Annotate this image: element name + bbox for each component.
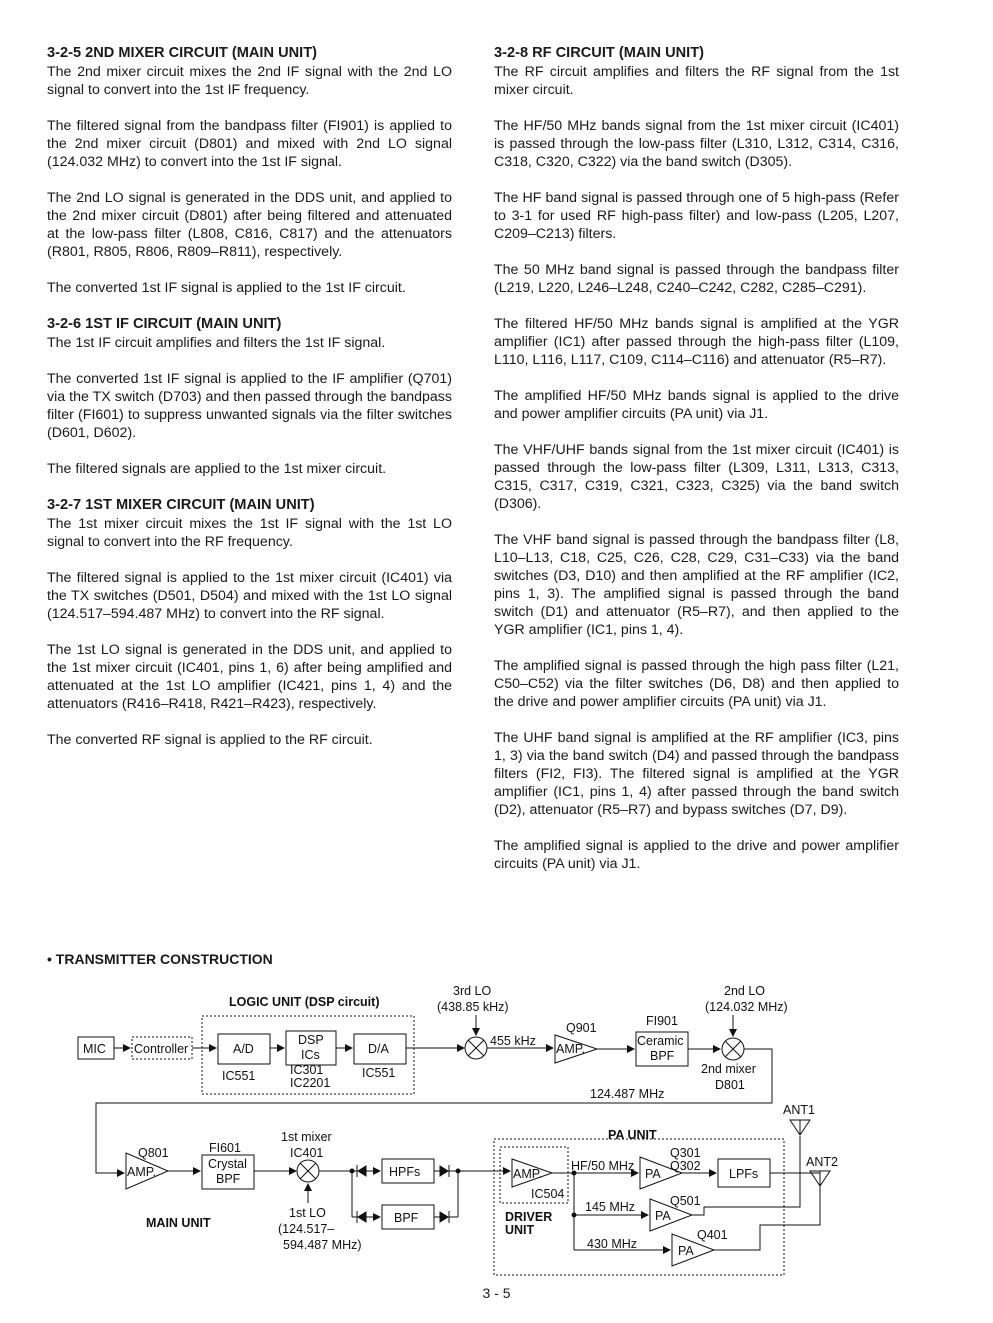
ceramic-label: Ceramic — [637, 1034, 684, 1048]
paragraph: The 1st LO signal is generated in the DDS unit, and applied to the 1st mixer circuit (IC401, pins 1, 6) after being amplified and attenuated at the 1st LO amplifier (IC421, pins 1, 4) and the attenuators (R416–R418, R421–R423), respectively. — [47, 642, 452, 712]
paragraph: The RF circuit amplifies and filters the RF signal from the 1st mixer circuit. — [494, 64, 899, 98]
crystal-label: Crystal — [208, 1157, 247, 1171]
ad-label: A/D — [233, 1042, 254, 1056]
section-rf-circuit — [494, 44, 899, 873]
455khz-label: 455 kHz — [490, 1034, 536, 1048]
430mhz-label: 430 MHz — [587, 1237, 638, 1251]
amp-label: AMP. — [127, 1165, 156, 1179]
paragraph: The HF/50 MHz bands signal from the 1st mixer circuit (IC401) is passed through the low-pass filter (L310, L312, C314, C316, C318, C320, C322) via the band switch (D305). — [494, 118, 899, 170]
q301-label: Q301 — [670, 1146, 701, 1160]
1st-mixer-label: 1st mixer — [281, 1130, 332, 1144]
hpfs-label: HPFs — [389, 1165, 421, 1179]
paragraph: The VHF/UHF bands signal from the 1st mixer circuit (IC401) is passed through the low-pass filter (L309, L311, L313, C313, C315, C317, C319, C321, C323, C325) via the band switch (D306). — [494, 442, 899, 512]
paragraph: The converted RF signal is applied to the RF circuit. — [47, 732, 373, 748]
section-title: 3-2-5 2ND MIXER CIRCUIT (MAIN UNIT) — [47, 45, 317, 61]
q801-label: Q801 — [138, 1146, 169, 1160]
section-title: 3-2-8 RF CIRCUIT (MAIN UNIT) — [494, 45, 704, 61]
dsp-label: DSP — [298, 1033, 324, 1047]
1st-lo-freq-label: (124.517– — [278, 1222, 335, 1236]
fi901-label: FI901 — [646, 1014, 678, 1028]
paragraph: The converted 1st IF signal is applied to the IF amplifier (Q701) via the TX switch (D703) and then passed through the bandpass filter (FI601) to suppress unwanted signals via the filter switches (D601, D602). — [47, 371, 452, 441]
paragraph: The converted 1st IF signal is applied to the 1st IF circuit. — [47, 280, 406, 296]
logic-unit-label: LOGIC UNIT (DSP circuit) — [229, 995, 380, 1009]
ic504-label: IC504 — [531, 1187, 565, 1201]
3rd-lo-freq-label: (438.85 kHz) — [437, 1000, 509, 1014]
q401-label: Q401 — [697, 1228, 728, 1242]
section-title: 3-2-6 1ST IF CIRCUIT (MAIN UNIT) — [47, 316, 282, 332]
ad-ref-label: IC551 — [222, 1069, 256, 1083]
junction-dot — [350, 1169, 354, 1173]
bpf-label: BPF — [394, 1211, 419, 1225]
diagram-title: • TRANSMITTER CONSTRUCTION — [47, 951, 273, 967]
paragraph: The 2nd LO signal is generated in the DDS unit, and applied to the 2nd mixer circuit (D801) after being filtered and attenuated at the low-pass filter (L808, C816, C817) and the attenuators (R801, R805, R806, R809–R811), respectively. — [47, 190, 452, 260]
fi601-label: FI601 — [209, 1141, 241, 1155]
left-column — [47, 44, 452, 767]
section-1st-if — [47, 315, 452, 478]
pa-unit-label: PA UNIT — [608, 1128, 657, 1142]
hf50mhz-label: HF/50 MHz — [571, 1159, 635, 1173]
q501-label: Q501 — [670, 1194, 701, 1208]
2nd-lo-label: 2nd LO — [724, 984, 766, 998]
main-unit-label: MAIN UNIT — [146, 1216, 211, 1230]
paragraph: The HF band signal is passed through one of 5 high-pass (Refer to 3-1 for used RF high-pass filter) and low-pass (L205, L207, C209–C213) filters. — [494, 190, 899, 242]
q302-label: Q302 — [670, 1159, 701, 1173]
2nd-lo-freq-label: (124.032 MHz) — [705, 1000, 788, 1014]
1st-lo-freq-label: 594.487 MHz) — [283, 1238, 362, 1252]
transmitter-block-diagram — [0, 975, 993, 1280]
bpf-label: BPF — [216, 1172, 241, 1186]
pa-label: PA — [645, 1167, 661, 1181]
paragraph: The amplified signal is applied to the drive and power amplifier circuits (PA unit) via J1. — [494, 838, 899, 872]
pa-label: PA — [678, 1244, 694, 1258]
paragraph: The filtered signal is applied to the 1st mixer circuit (IC401) via the TX switches (D501, D504) and mixed with the 1st LO signal (124.517–594.487 MHz) to convert into the RF signal. — [47, 570, 452, 622]
paragraph: The 1st IF circuit amplifies and filters the 1st IF signal. — [47, 335, 386, 351]
da-ref-label: IC551 — [362, 1066, 396, 1080]
ant1-label: ANT1 — [783, 1103, 815, 1117]
diode-icon — [440, 1212, 448, 1222]
section-1st-mixer — [47, 496, 452, 749]
dsp-ref-label: IC301 — [290, 1063, 324, 1077]
124487mhz-label: 124.487 MHz — [590, 1087, 665, 1101]
ant2-label: ANT2 — [806, 1155, 838, 1169]
paragraph: The amplified signal is passed through the high pass filter (L21, C50–C52) via the filter switches (D6, D8) and then applied to the drive and power amplifier circuits (PA unit) via J1. — [494, 658, 899, 710]
driver-unit-label: UNIT — [505, 1223, 535, 1237]
q901-label: Q901 — [566, 1021, 597, 1035]
paragraph: The 2nd mixer circuit mixes the 2nd IF signal with the 2nd LO signal to convert into the 1st IF frequency. — [47, 64, 452, 98]
amp-label: AMP. — [556, 1042, 585, 1056]
section-2nd-mixer — [47, 44, 452, 297]
right-column — [494, 44, 899, 891]
pa-label: PA — [655, 1209, 671, 1223]
paragraph: The amplified HF/50 MHz bands signal is applied to the drive and power amplifier circuits (PA unit) via J1. — [494, 388, 899, 422]
da-label: D/A — [368, 1042, 389, 1056]
diode-icon — [358, 1166, 366, 1176]
diode-icon — [358, 1212, 366, 1222]
diode-icon — [440, 1166, 448, 1176]
junction-dot — [572, 1213, 576, 1217]
d801-label: D801 — [715, 1078, 745, 1092]
paragraph: The UHF band signal is amplified at the RF amplifier (IC3, pins 1, 3) via the band switch (D4) and passed through the bandpass filters (FI2, FI3). The filtered signal is amplified at the YGR amplifier (IC1, pins 1, 4) after passed through the band switch (D2), attenuator (R5–R7) and bypass switches (D7, D9). — [494, 730, 899, 818]
paragraph: The VHF band signal is passed through the bandpass filter (L8, L10–L13, C18, C25, C26, C28, C29, C31–C33) via the band switches (D3, D10) and then amplified at the RF amplifier (IC2, pins 1, 3). The amplified signal is passed through the band switch (D1) and attenuator (R5–R7), and then applied to the YGR amplifier (IC1, pins 1, 4). — [494, 532, 899, 638]
2nd-mixer-label: 2nd mixer — [701, 1062, 756, 1076]
1st-lo-label: 1st LO — [289, 1206, 326, 1220]
bpf-label: BPF — [650, 1049, 675, 1063]
paragraph: The filtered signals are applied to the 1st mixer circuit. — [47, 461, 387, 477]
paragraph: The 1st mixer circuit mixes the 1st IF signal with the 1st LO signal to convert into the RF frequency. — [47, 516, 452, 550]
lpfs-label: LPFs — [729, 1167, 759, 1181]
3rd-lo-label: 3rd LO — [453, 984, 492, 998]
amp-label: AMP. — [513, 1167, 542, 1181]
controller-label: Controller — [134, 1042, 189, 1056]
ic401-label: IC401 — [290, 1146, 324, 1160]
paragraph: The filtered signal from the bandpass filter (FI901) is applied to the 2nd mixer circuit (D801) and mixed with 2nd LO signal (124.032 MHz) to convert into the 1st IF signal. — [47, 118, 452, 170]
dsp-ref-label: IC2201 — [290, 1076, 331, 1090]
145mhz-label: 145 MHz — [585, 1200, 636, 1214]
section-title: 3-2-7 1ST MIXER CIRCUIT (MAIN UNIT) — [47, 497, 315, 513]
page-number: 3 - 5 — [482, 1285, 511, 1301]
junction-dot — [456, 1169, 460, 1173]
paragraph: The 50 MHz band signal is passed through the bandpass filter (L219, L220, L246–L248, C240–C242, C282, C285–C291). — [494, 262, 899, 296]
driver-label: DRIVER — [505, 1210, 553, 1224]
mic-label: MIC — [83, 1042, 106, 1056]
paragraph: The filtered HF/50 MHz bands signal is amplified at the YGR amplifier (IC1) after passed through the high-pass filter (L109, L110, L116, L117, C109, C114–C116) and attenuator (R5–R7). — [494, 316, 899, 368]
dsp-ics-label: ICs — [301, 1048, 320, 1062]
